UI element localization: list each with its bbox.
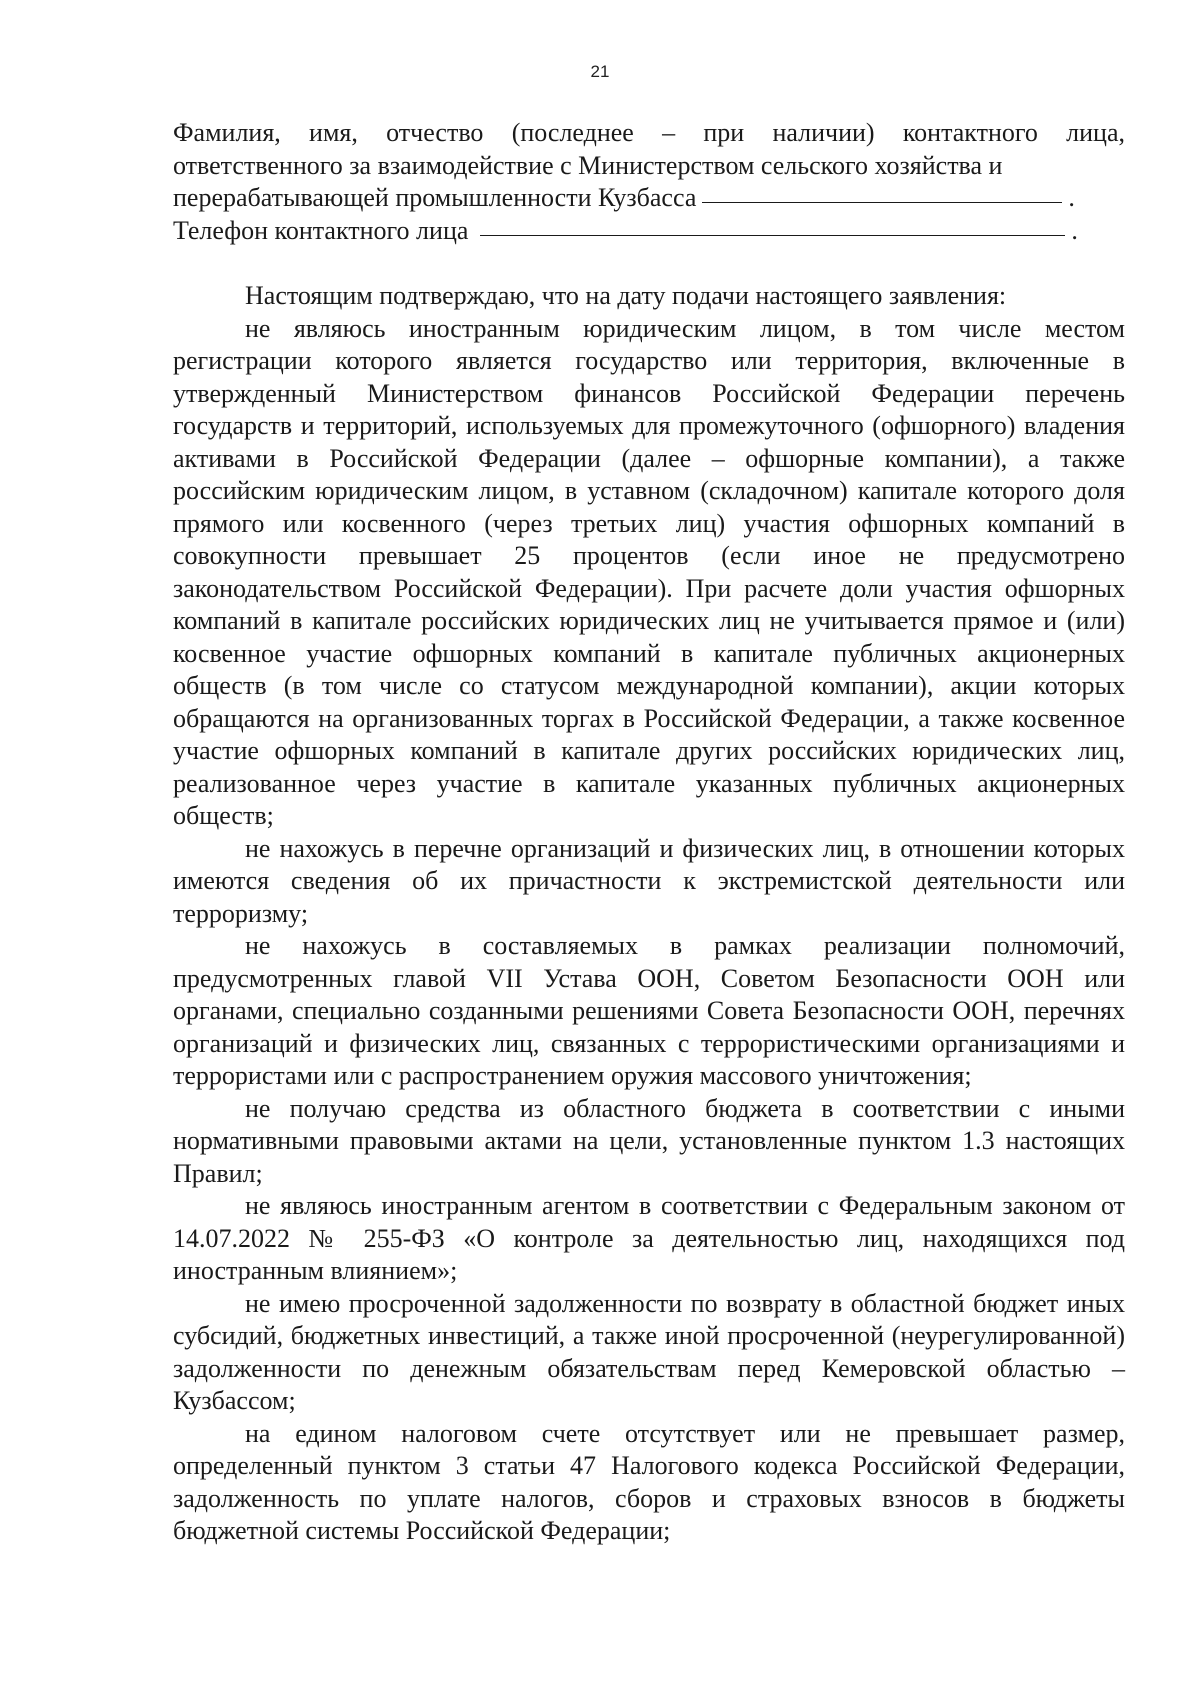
declaration-item-overdue-debt: не имею просроченной задолженности по возврату в областной бюджет иных субсидий, бюджетных инвестиций, а также иной просроченной (неурегулированной) задолженности по денежным обязательствам перед Кемеровской областью – Кузбассом; bbox=[173, 1288, 1125, 1415]
declaration-item-tax-account: на едином налоговом счете отсутствует или не превышает размер, определенный пунктом 3 статьи 47 Налогового кодекса Российской Федерации, задолженность по уплате налогов, сборов и страховых взносов в бюджеты бюджетной системы Российской Федерации; bbox=[173, 1418, 1125, 1545]
phone-line-end: . bbox=[1071, 215, 1078, 245]
page-number: 21 bbox=[590, 62, 610, 81]
declaration-item-offshore: не являюсь иностранным юридическим лицом, в том числе местом регистрации которого является государство или территория, включенные в утвержденный Министерством финансов Российской Федерации перечень государств и территорий, используемых для промежуточного (офшорного) владения активами в Российской Федерации (далее – офшорные компании), а также российским юридическим лицом, в уставном (складочном) капитале которого доля прямого или косвенного (через третьих лиц) участия офшорных компаний в совокупности превышает 25 процентов (если иное не предусмотрено законодательством Российской Федерации). При расчете доли участия офшорных компаний в капитале российских юридических лиц не учитывается прямое и (или) косвенное участие офшорных компаний в капитале публичных акционерных обществ (в том числе со статусом международной компании), акции которых обращаются на организованных торгах в Российской Федерации, а также косвенное участие офшорных компаний в капитале других российских юридических лиц, реализованное через участие в капитале указанных публичных акционерных обществ; bbox=[173, 313, 1125, 830]
section-spacer bbox=[173, 247, 1125, 280]
contact-person-intro: Фамилия, имя, отчество (последнее – при наличии) контактного лица, ответственного за взаимодействие с Министерством сельского хозяйства и bbox=[173, 118, 1125, 180]
declaration-item-un-sanctions: не нахожусь в составляемых в рамках реализации полномочий, предусмотренных главой VII Устава ООН, Советом Безопасности ООН или органами, специально созданными решениями Совета Безопасности ООН, перечнях организаций и физических лиц, связанных с террористическими организациями и террористами или с распространением оружия массового уничтожения; bbox=[173, 931, 1125, 1090]
contact-person-field bbox=[173, 182, 1125, 215]
phone-label: Телефон контактного лица bbox=[173, 215, 469, 245]
declaration-item-regional-budget: не получаю средства из областного бюджета в соответствии с иными нормативными правовыми актами на цели, установленные пунктом 1.3 настоящих Правил; bbox=[173, 1093, 1125, 1188]
phone-blank-line bbox=[480, 235, 1065, 236]
document-body bbox=[173, 117, 1125, 1548]
declaration-item-foreign-agent: не являюсь иностранным агентом в соответствии с Федеральным законом от 14.07.2022 № 255-ФЗ «О контроле за деятельностью лиц, находящихся под иностранным влиянием»; bbox=[173, 1191, 1125, 1285]
declaration-intro: Настоящим подтверждаю, что на дату подачи настоящего заявления: bbox=[245, 281, 1007, 310]
contact-person-blank-line bbox=[702, 202, 1062, 203]
declaration-item-extremism: не нахожусь в перечне организаций и физических лиц, в отношении которых имеются сведения об их причастности к экстремистской деятельности или терроризму; bbox=[173, 833, 1125, 928]
phone-field bbox=[173, 215, 1125, 248]
contact-person-label: перерабатывающей промышленности Кузбасса bbox=[173, 183, 697, 212]
contact-person-line-end: . bbox=[1068, 183, 1075, 212]
